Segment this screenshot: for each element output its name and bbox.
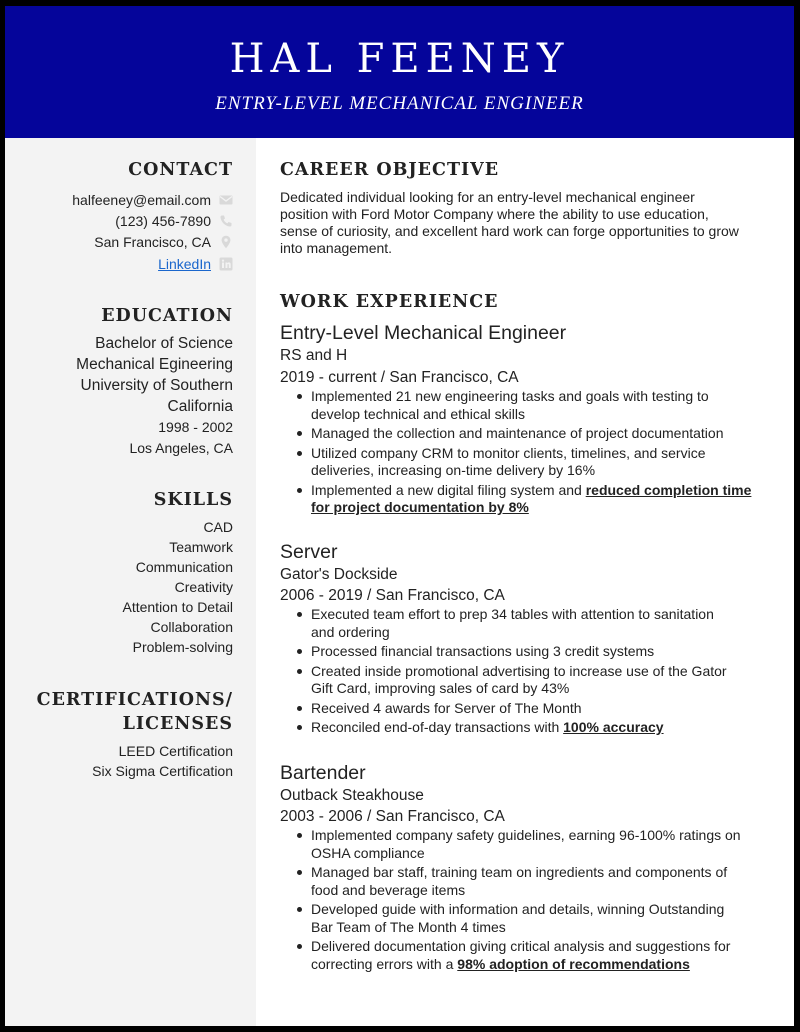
linkedin-link[interactable]: LinkedIn [158,255,211,272]
education-years: 1998 - 2002 [158,419,233,435]
certification-item: LEED Certification [118,743,233,759]
certifications-section [13,688,233,781]
linkedin-icon [219,257,233,271]
phone-icon [219,214,233,228]
job-bullet: Processed financial transactions using 3 credit systems [280,643,770,661]
objective-line: position with Ford Motor Company where the ability to use education, [280,206,709,222]
job-bullet: Reconciled end-of-day transactions with 100% accuracy [280,719,770,737]
location-text: San Francisco, CA [94,234,211,251]
sidebar [5,138,256,1026]
contact-heading: CONTACT [128,160,233,180]
education-major: Mechanical Egineering [76,356,233,373]
job-bullets [280,606,770,737]
job-dates: 2003 - 2006 / San Francisco, CA [280,808,505,825]
education-degree: Bachelor of Science [95,335,233,352]
contact-email [13,189,233,210]
job-bullet: Managed bar staff, training team on ingredients and components of food and beverage items [280,864,770,899]
phone-text: (123) 456-7890 [115,212,211,229]
highlight-metric: reduced completion time [585,481,752,498]
job-title: Server [280,541,338,563]
contact-linkedin[interactable] [13,253,233,274]
skill-item: Collaboration [150,619,233,635]
job-entry [280,322,770,519]
skill-item: Creativity [174,579,233,595]
education-school: University of Southern [80,377,233,394]
objective-line: into management. [280,240,393,256]
objective-heading: CAREER OBJECTIVE [280,160,500,180]
job-entry [280,541,770,739]
job-dates: 2019 - current / San Francisco, CA [280,369,519,386]
contact-location [13,232,233,253]
skill-item: Communication [135,559,233,575]
skills-heading: SKILLS [153,490,233,510]
job-bullet: Implemented a new digital filing system and reduced completion time for project documentation by 8% [280,482,770,517]
resume-page [5,6,794,1026]
map-pin-icon [219,235,233,249]
highlight-metric: 100% accuracy [563,719,664,735]
education-location: Los Angeles, CA [129,440,233,456]
certification-item: Six Sigma Certification [92,763,233,779]
job-bullet: Executed team effort to prep 34 tables with attention to sanitation and ordering [280,606,770,641]
envelope-icon [219,193,233,207]
job-bullet: Utilized company CRM to monitor clients, timelines, and service deliveries, increasing on-time delivery by 16% [280,445,770,480]
skills-section [13,490,233,657]
job-entry [280,762,770,975]
skill-item: CAD [203,519,233,535]
job-title: Bartender [280,762,366,784]
objective-line: Dedicated individual looking for an entry-level mechanical engineer [280,189,695,205]
candidate-role: ENTRY-LEVEL MECHANICAL ENGINEER [215,93,584,114]
objective-line: sense of curiosity, and excellent hard work can forge opportunities to grow [280,223,739,239]
highlight-metric: for project documentation by 8% [311,499,529,515]
education-school: California [167,398,233,415]
job-bullet: Developed guide with information and details, winning Outstanding Bar Team of The Month 4 times [280,901,770,936]
objective-text [280,189,770,257]
skill-item: Teamwork [169,539,233,555]
job-bullet: Received 4 awards for Server of The Month [280,700,770,718]
job-bullet: Delivered documentation giving critical analysis and suggestions for correcting errors with a 98% adoption of recommendations [280,938,770,973]
highlight-metric: 98% adoption of recommendations [457,955,690,972]
education-heading: EDUCATION [101,306,233,326]
certifications-heading: LICENSES [122,714,233,734]
job-bullet: Created inside promotional advertising to increase use of the Gator Gift Card, improving sales of card by 43% [280,663,770,698]
certifications-heading: CERTIFICATIONS/ [36,690,233,710]
header-banner [5,6,794,138]
contact-section [13,160,233,274]
job-bullet: Managed the collection and maintenance of project documentation [280,425,770,443]
job-company: Outback Steakhouse [280,787,424,804]
job-company: RS and H [280,347,348,364]
job-bullet: Implemented company safety guidelines, earning 96-100% ratings on OSHA compliance [280,827,770,862]
job-bullet: Implemented 21 new engineering tasks and goals with testing to develop technical and ethical skills [280,388,770,423]
job-bullets [280,827,770,973]
contact-phone [13,210,233,231]
skill-item: Attention to Detail [122,599,233,615]
skill-item: Problem-solving [132,639,233,655]
email-text: halfeeney@email.com [72,191,211,208]
education-section [13,306,233,459]
candidate-name: HAL FEENEY [229,36,570,82]
job-company: Gator's Dockside [280,566,398,583]
job-dates: 2006 - 2019 / San Francisco, CA [280,587,505,604]
job-title: Entry-Level Mechanical Engineer [280,322,567,344]
job-bullets [280,388,770,517]
experience-heading: WORK EXPERIENCE [280,292,499,312]
